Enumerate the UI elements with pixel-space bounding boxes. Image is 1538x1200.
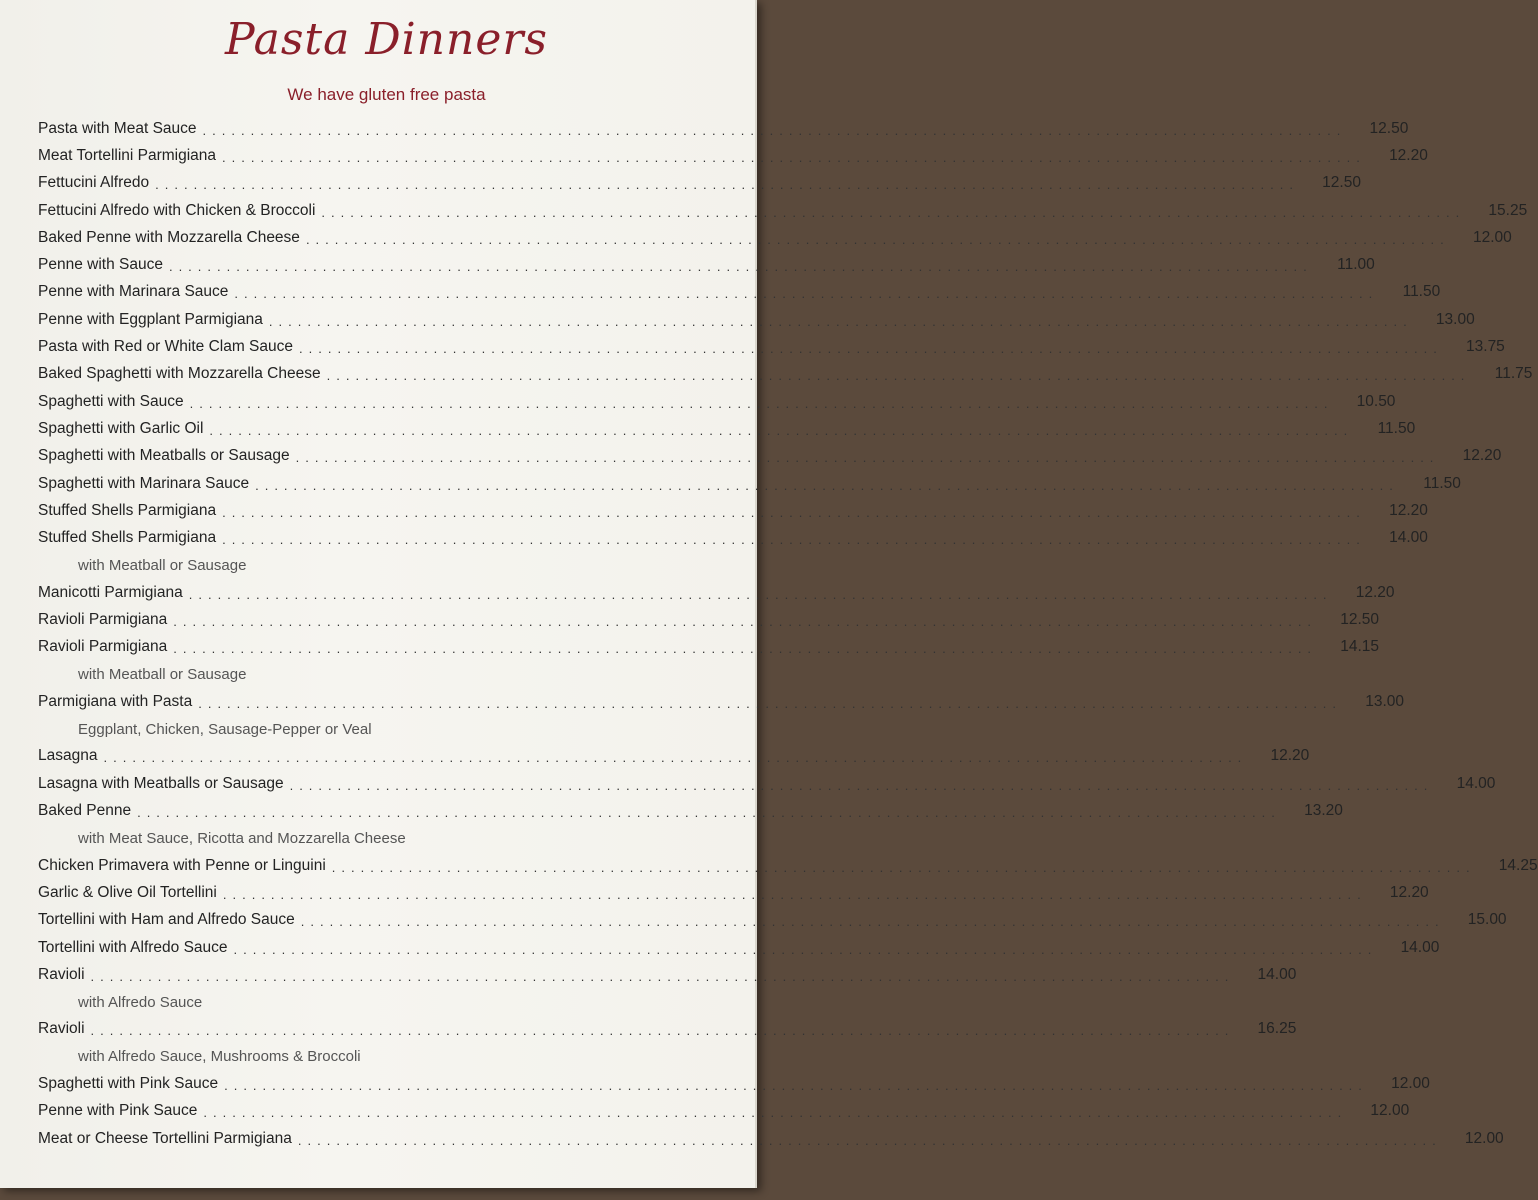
menu-item — [38, 251, 1375, 278]
dot-leader: ....................................................................................................................... — [300, 914, 1445, 930]
item-note: with Meatball or Sausage — [78, 666, 247, 684]
menu-item-row — [38, 879, 1429, 906]
item-name: Fettucini Alfredo — [38, 174, 150, 192]
menu-item — [38, 361, 1533, 388]
menu-item — [38, 306, 1475, 333]
item-name: Stuffed Shells Parmigiana — [38, 529, 217, 547]
menu-item — [38, 879, 1429, 906]
dot-leader: ....................................................................................................................... — [103, 750, 1248, 766]
item-note: with Meat Sauce, Ricotta and Mozzarella Cheese — [78, 829, 406, 847]
item-price: 11.00 — [1337, 256, 1375, 274]
item-price: 12.20 — [1355, 583, 1395, 601]
menu-note-row — [38, 1043, 744, 1070]
item-price: 11.50 — [1402, 283, 1441, 301]
dot-leader: ....................................................................................................................... — [234, 286, 1379, 302]
menu-item-row — [38, 743, 1310, 770]
menu-item — [38, 688, 1405, 715]
item-name: Ravioli — [38, 965, 85, 983]
menu-item — [38, 443, 1502, 470]
item-price: 13.75 — [1466, 338, 1505, 356]
item-note: Eggplant, Chicken, Sausage-Pepper or Veal — [78, 720, 372, 738]
item-name: Spaghetti with Garlic Oil — [38, 419, 204, 437]
menu-item-row — [38, 251, 1375, 278]
menu-item-row — [38, 934, 1440, 961]
item-price: 11.75 — [1494, 365, 1533, 383]
menu-item — [38, 524, 1428, 551]
dot-leader: ....................................................................................................................... — [222, 149, 1366, 165]
menu-item-row — [38, 306, 1475, 333]
dot-leader: ....................................................................................................................... — [90, 968, 1235, 984]
menu-item-row — [38, 415, 1416, 442]
menu-item-row — [38, 279, 1441, 306]
menu-item-row — [38, 497, 1428, 524]
item-price: 15.25 — [1488, 201, 1528, 219]
item-name: Chicken Primavera with Penne or Linguini — [38, 856, 326, 874]
dot-leader: ....................................................................................................................... — [224, 1078, 1368, 1094]
dot-leader: ....................................................................................................................... — [155, 177, 1299, 193]
dot-leader: ....................................................................................................................... — [305, 231, 1450, 247]
dot-leader: ....................................................................................................................... — [326, 368, 1471, 384]
menu-item-row — [38, 634, 1380, 661]
item-name: Spaghetti with Pink Sauce — [38, 1075, 219, 1093]
dot-leader: ....................................................................................................................... — [222, 504, 1366, 520]
menu-item — [38, 797, 1343, 824]
menu-item — [38, 907, 1507, 934]
menu-item — [38, 224, 1512, 251]
item-price: 12.00 — [1464, 1129, 1504, 1147]
menu-item-row — [38, 907, 1507, 934]
menu-item — [38, 634, 1380, 661]
dot-leader: ....................................................................................................................... — [209, 422, 1354, 438]
item-note: with Alfredo Sauce, Mushrooms & Broccoli — [78, 1048, 361, 1066]
menu-item-row — [38, 361, 1533, 388]
menu-item — [38, 388, 1396, 415]
item-price: 12.20 — [1389, 146, 1428, 164]
menu-note-row — [38, 661, 744, 688]
item-name: Spaghetti with Sauce — [38, 392, 184, 410]
item-name: Spaghetti with Meatballs or Sausage — [38, 447, 290, 465]
item-price: 12.50 — [1340, 610, 1380, 628]
item-price: 16.25 — [1257, 1020, 1297, 1038]
menu-note-row — [38, 989, 744, 1016]
item-price: 12.50 — [1369, 119, 1409, 137]
dot-leader: ....................................................................................................................... — [168, 259, 1313, 275]
item-price: 12.20 — [1389, 501, 1428, 519]
item-name: Pasta with Meat Sauce — [38, 119, 197, 137]
dot-leader: ....................................................................................................................... — [202, 122, 1347, 138]
menu-item — [38, 333, 1505, 360]
dot-leader: ....................................................................................................................... — [295, 450, 1440, 466]
menu-item-row — [38, 1016, 1297, 1043]
menu-item-row — [38, 443, 1502, 470]
item-name: Penne with Marinara Sauce — [38, 283, 229, 301]
item-name: Ravioli — [38, 1020, 85, 1038]
item-name: Parmigiana with Pasta — [38, 692, 193, 710]
item-price: 12.50 — [1322, 174, 1361, 192]
item-name: Baked Spaghetti with Mozzarella Cheese — [38, 365, 321, 383]
item-name: Fettucini Alfredo with Chicken & Broccoli — [38, 201, 316, 219]
menu-item — [38, 1070, 1430, 1097]
item-name: Penne with Eggplant Parmigiana — [38, 310, 263, 328]
menu-item-row — [38, 770, 1496, 797]
menu-item — [38, 197, 1528, 224]
menu-item-row — [38, 197, 1528, 224]
item-name: Ravioli Parmigiana — [38, 610, 168, 628]
menu-item — [38, 852, 1538, 879]
item-price: 13.20 — [1304, 802, 1343, 820]
menu-item-row — [38, 1098, 1410, 1125]
menu-item-row — [38, 333, 1505, 360]
dot-leader: ....................................................................................................................... — [188, 586, 1333, 602]
item-note: with Alfredo Sauce — [78, 993, 203, 1011]
item-price: 11.50 — [1423, 474, 1461, 492]
menu-item-row — [38, 688, 1405, 715]
menu-item — [38, 961, 1297, 988]
menu-note-row — [38, 825, 744, 852]
item-price: 12.00 — [1472, 228, 1512, 246]
menu-item — [38, 470, 1461, 497]
item-name: Baked Penne — [38, 802, 132, 820]
menu-item-row — [38, 115, 1409, 142]
menu-note-row — [38, 552, 744, 579]
item-price: 14.00 — [1257, 965, 1297, 983]
dot-leader: ....................................................................................................................... — [189, 395, 1334, 411]
item-price: 10.50 — [1356, 392, 1396, 410]
dot-leader: ....................................................................................................................... — [198, 695, 1343, 711]
dot-leader: ....................................................................................................................... — [268, 313, 1413, 329]
dot-leader: ....................................................................................................................... — [173, 614, 1318, 629]
item-name: Spaghetti with Marinara Sauce — [38, 474, 250, 492]
item-price: 14.00 — [1456, 774, 1496, 792]
dot-leader: ....................................................................................................................... — [173, 641, 1318, 657]
menu-item — [38, 770, 1496, 797]
item-note: with Meatball or Sausage — [78, 556, 247, 574]
item-name: Lasagna — [38, 747, 98, 765]
item-name: Pasta with Red or White Clam Sauce — [38, 338, 293, 356]
menu-item-row — [38, 524, 1428, 551]
item-price: 11.50 — [1377, 419, 1416, 437]
menu-item — [38, 934, 1440, 961]
menu-item — [38, 279, 1441, 306]
dot-leader: ....................................................................................................................... — [299, 341, 1443, 357]
item-price: 15.00 — [1467, 911, 1507, 929]
dot-leader: ....................................................................................................................... — [222, 886, 1367, 902]
item-price: 14.15 — [1340, 638, 1380, 656]
item-price: 12.00 — [1370, 1102, 1410, 1120]
menu-item — [38, 170, 1361, 197]
item-name: Baked Penne with Mozzarella Cheese — [38, 228, 300, 246]
item-price: 13.00 — [1365, 692, 1405, 710]
menu-item — [38, 1016, 1297, 1043]
menu-item — [38, 142, 1428, 169]
menu-item — [38, 497, 1428, 524]
item-price: 12.20 — [1270, 747, 1310, 765]
menu-item-row — [38, 606, 1380, 633]
item-name: Tortellini with Ham and Alfredo Sauce — [38, 911, 295, 929]
item-name: Tortellini with Alfredo Sauce — [38, 938, 228, 956]
item-price: 14.00 — [1389, 529, 1428, 547]
item-name: Ravioli Parmigiana — [38, 638, 168, 656]
dot-leader: ....................................................................................................................... — [90, 1023, 1235, 1039]
dot-leader: ....................................................................................................................... — [222, 532, 1366, 548]
item-price: 12.20 — [1389, 883, 1429, 901]
dot-leader: ....................................................................................................................... — [203, 1105, 1348, 1121]
dot-leader: ....................................................................................................................... — [297, 1132, 1442, 1148]
menu-item-row — [38, 961, 1297, 988]
menu-item — [38, 606, 1380, 633]
item-name: Penne with Sauce — [38, 256, 163, 274]
menu-item-row — [38, 1070, 1430, 1097]
menu-item-row — [38, 579, 1395, 606]
dot-leader: ....................................................................................................................... — [233, 941, 1378, 957]
item-name: Stuffed Shells Parmigiana — [38, 501, 217, 519]
menu-item-row — [38, 852, 1538, 879]
item-price: 12.20 — [1462, 447, 1502, 465]
item-name: Manicotti Parmigiana — [38, 583, 183, 601]
item-name: Garlic & Olive Oil Tortellini — [38, 883, 217, 901]
menu-title: Pasta Dinners — [224, 14, 549, 65]
menu-item-row — [38, 470, 1461, 497]
menu-item-row — [38, 142, 1428, 169]
menu-subtitle: We have gluten free pasta — [287, 85, 486, 104]
item-price: 12.00 — [1391, 1075, 1430, 1093]
menu-item-row — [38, 224, 1512, 251]
menu-item — [38, 579, 1395, 606]
menu-item — [38, 1125, 1504, 1152]
menu-item — [38, 415, 1416, 442]
menu-item-row — [38, 170, 1361, 197]
menu-item — [38, 1098, 1410, 1125]
menu-item-row — [38, 388, 1396, 415]
dot-leader: ....................................................................................................................... — [255, 477, 1399, 493]
menu-note-row — [38, 716, 744, 743]
menu-item — [38, 743, 1310, 770]
menu-item-row — [38, 1125, 1504, 1152]
item-name: Penne with Pink Sauce — [38, 1102, 198, 1120]
menu-list — [38, 115, 1538, 1152]
dot-leader: ....................................................................................................................... — [137, 805, 1281, 821]
menu-item — [38, 115, 1409, 142]
dot-leader: ....................................................................................................................... — [321, 204, 1466, 220]
item-name: Lasagna with Meatballs or Sausage — [38, 774, 284, 792]
dot-leader: ....................................................................................................................... — [289, 777, 1434, 793]
item-name: Meat or Cheese Tortellini Parmigiana — [38, 1129, 292, 1147]
item-price: 14.25 — [1498, 856, 1538, 874]
item-price: 13.00 — [1435, 310, 1475, 328]
item-name: Meat Tortellini Parmigiana — [38, 146, 217, 164]
item-price: 14.00 — [1400, 938, 1440, 956]
menu-item-row — [38, 797, 1343, 824]
dot-leader: ....................................................................................................................... — [331, 859, 1476, 875]
